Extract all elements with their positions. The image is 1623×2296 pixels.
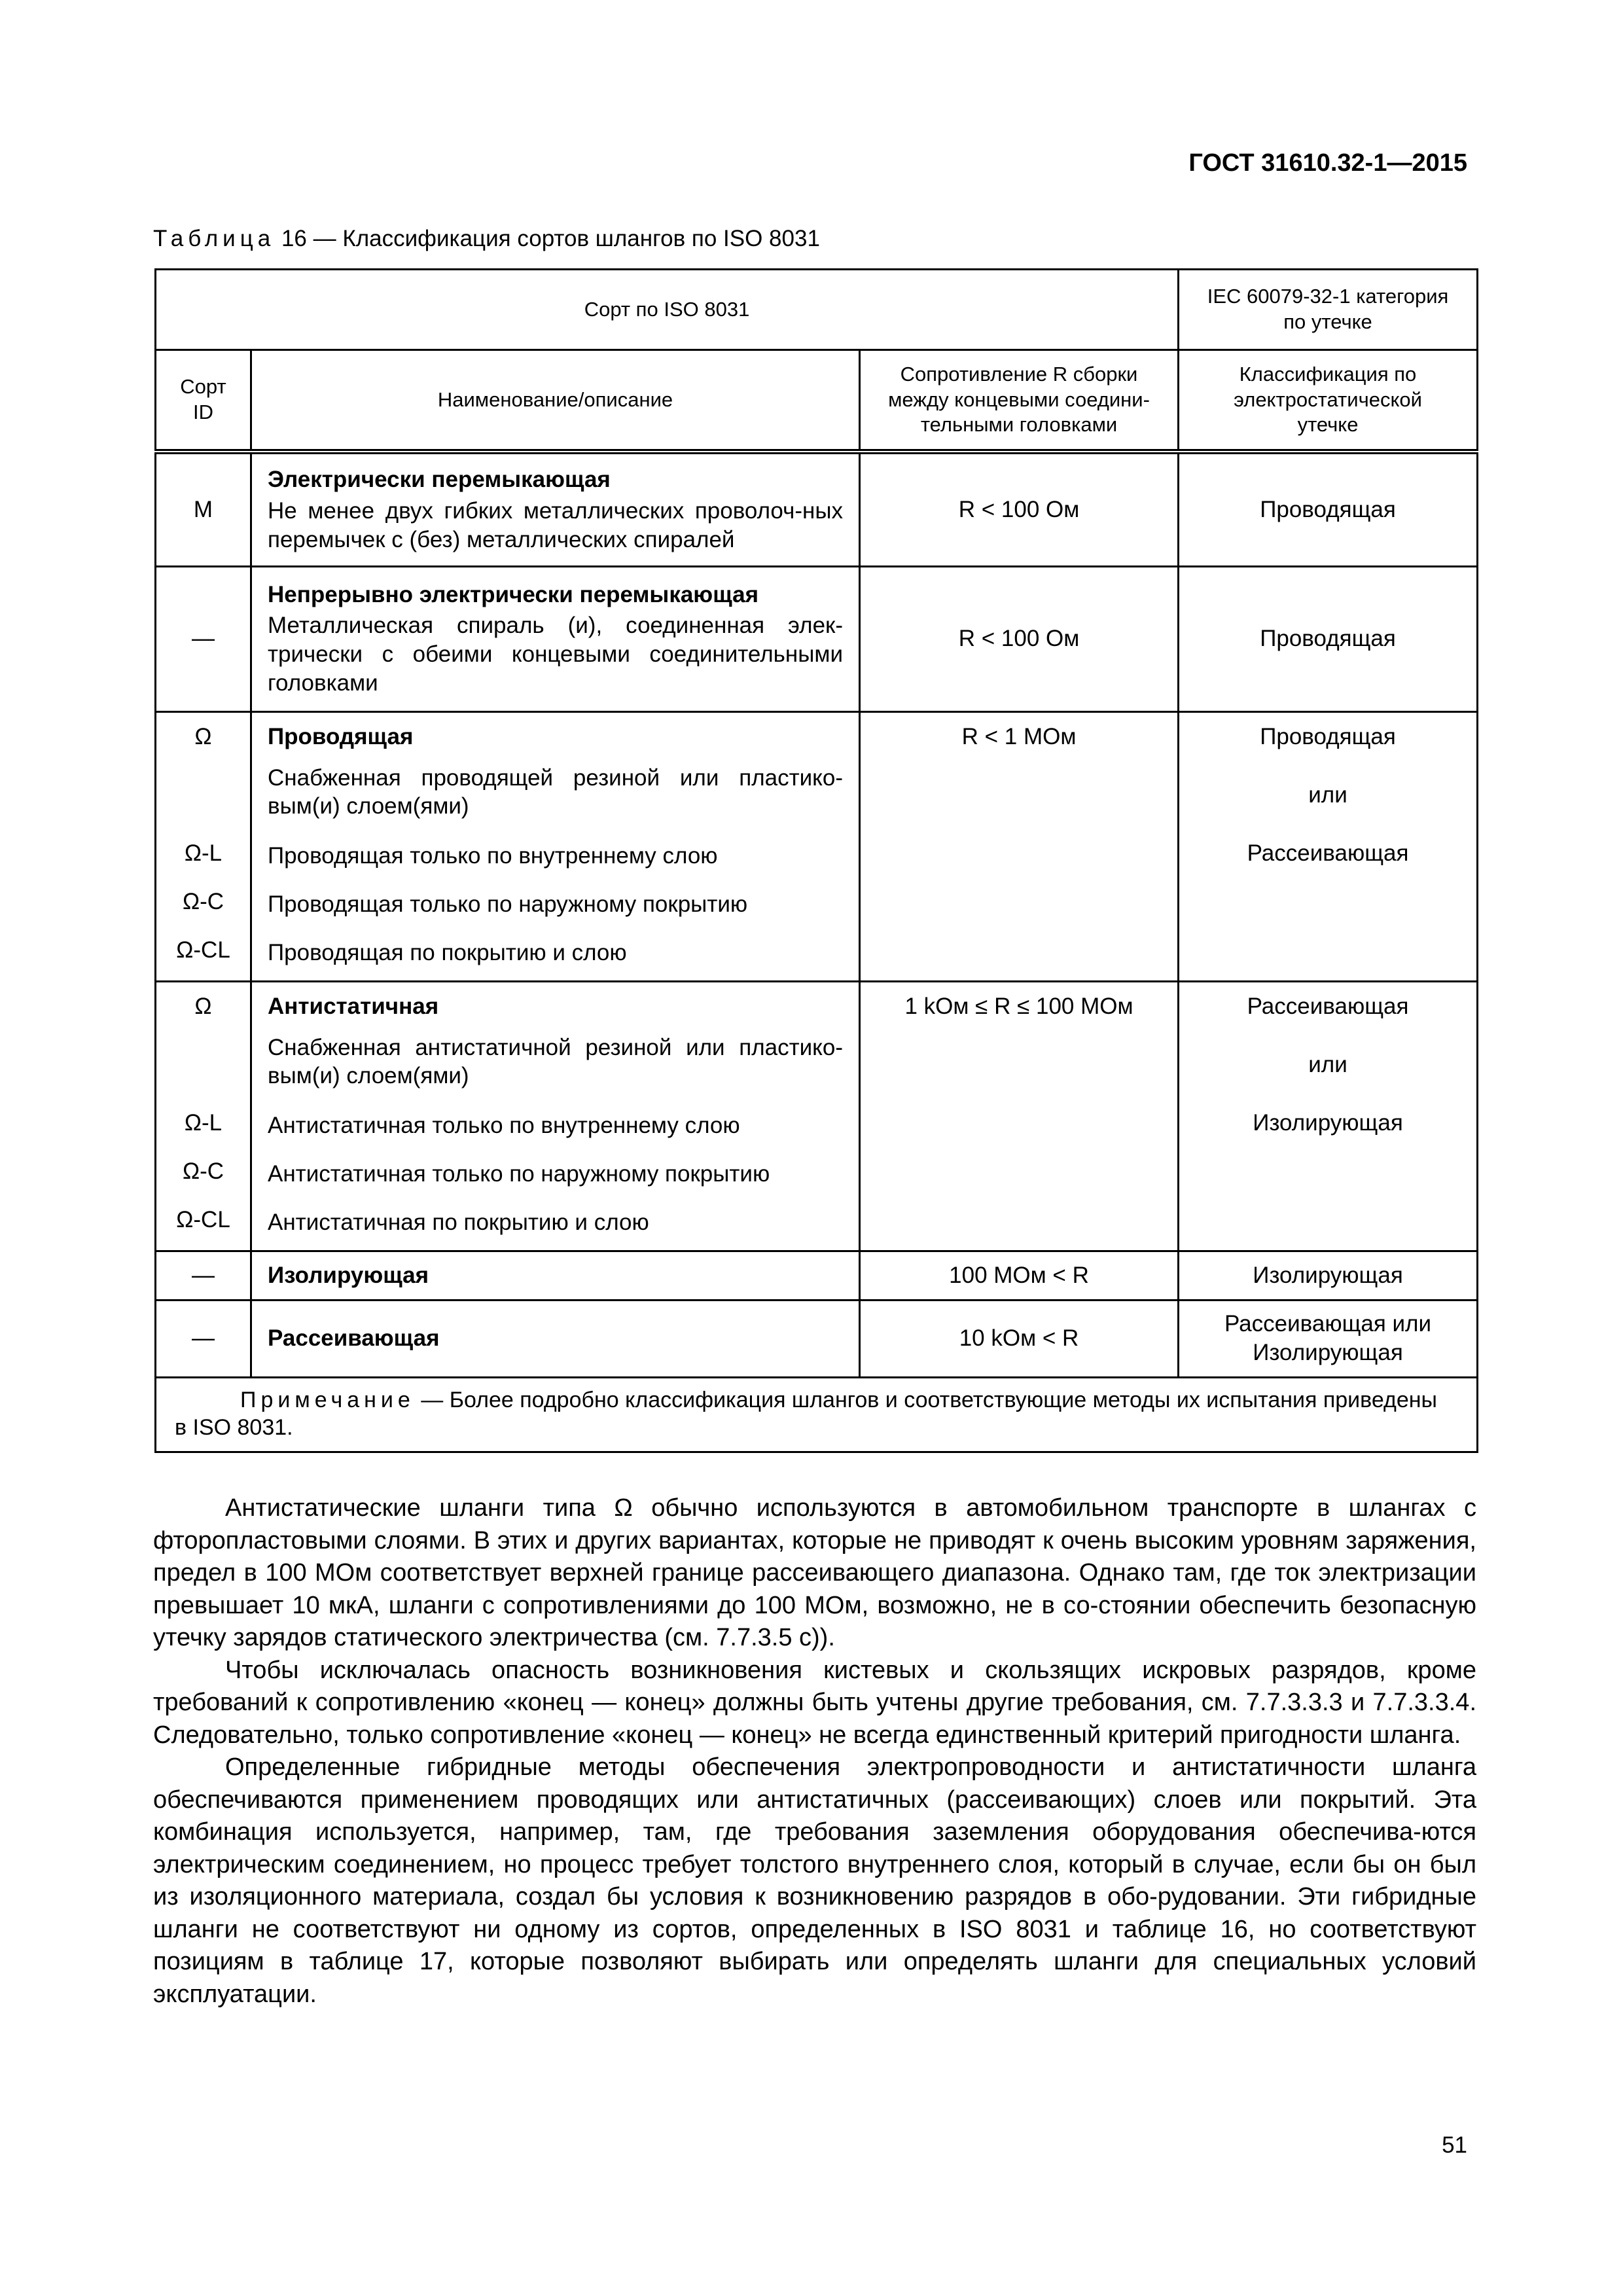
sort-id: Ω xyxy=(194,993,212,1019)
classification-value: Проводящая xyxy=(1179,452,1478,566)
resistance-value: R < 100 Ом xyxy=(860,452,1179,566)
sort-name: Проводящая xyxy=(268,723,414,749)
sort-id: Ω-C xyxy=(182,888,224,914)
sort-name: Антистатичная xyxy=(268,993,439,1019)
classification-line: или xyxy=(1308,1051,1347,1077)
body-text xyxy=(153,1492,1476,2011)
sort-id: Ω xyxy=(194,723,212,749)
sort-desc: Не менее двух гибких металлических проволоч-ных перемычек с (без) металлических спиралей xyxy=(268,497,843,552)
table-row xyxy=(156,711,1478,981)
sort-desc: Металлическая спираль (и), соединенная элек-трически с обеими концевыми соединительными головками xyxy=(268,613,843,696)
sort-name: Изолирующая xyxy=(251,1251,860,1300)
sort-description xyxy=(251,711,860,981)
sub-sort-desc: Антистатичная по покрытию и слою xyxy=(268,1209,649,1235)
header-classification: Классификация по электростатической утечке xyxy=(1179,350,1478,452)
sort-id: Ω-L xyxy=(184,1109,223,1136)
header-iec-group: IEC 60079-32-1 категория по утечке xyxy=(1179,270,1478,350)
sort-name: Электрически перемыкающая xyxy=(268,467,611,493)
paragraph: Антистатические шланги типа Ω обычно используются в автомобильном транспорте в шлангах с фторопластовыми слоями. В этих и других вариантах, которые не приводят к очень высоким уровням заряжения, предел в 100 МОм соответствует верхней границе рассеивающего диапазона. Однако там, где ток электризации превышает 10 мкА, шланги с сопротивлениями до 100 МОм, возможно, не в со-стоянии обеспечить безопасную утечку зарядов статического электричества (см. 7.7.3.5 с)). xyxy=(153,1494,1476,1651)
table-caption xyxy=(153,226,820,252)
note-text: — Более подробно классификация шлангов и соответствующие методы их испытания приведены в ISO 8031. xyxy=(175,1387,1437,1440)
table-note xyxy=(156,1377,1478,1452)
classification-cell xyxy=(1179,711,1478,981)
sort-desc: Снабженная проводящей резиной или пластико-вым(и) слоем(ями) xyxy=(268,764,843,819)
resistance-value: 10 kОм < R xyxy=(860,1300,1179,1377)
classification-line: или xyxy=(1308,781,1347,808)
table-row xyxy=(156,566,1478,711)
resistance-value: 1 kОм ≤ R ≤ 100 МОм xyxy=(904,993,1133,1019)
sub-sort-desc: Проводящая только по внутреннему слою xyxy=(268,842,718,869)
sort-id: — xyxy=(156,1251,251,1300)
classification-cell xyxy=(1179,981,1478,1251)
resistance-value: R < 1 МОм xyxy=(961,723,1077,749)
table-caption-title: 16 — Классификация сортов шлангов по ISO 8031 xyxy=(275,226,820,251)
sort-name: Рассеивающая xyxy=(251,1300,860,1377)
resistance-value: R < 100 Ом xyxy=(860,566,1179,711)
sort-name: Непрерывно электрически перемыкающая xyxy=(268,581,759,607)
sort-id: M xyxy=(156,452,251,566)
page-number: 51 xyxy=(1442,2132,1467,2158)
sort-id: Ω-CL xyxy=(176,1206,230,1232)
resistance-cell xyxy=(860,981,1179,1251)
note-prefix: Примечание xyxy=(240,1387,415,1412)
table-caption-prefix: Таблица xyxy=(153,226,276,251)
table-row xyxy=(156,1300,1478,1377)
header-id: Сорт ID xyxy=(156,350,251,452)
hose-classification-table xyxy=(154,268,1478,1453)
classification-line: Рассеивающая xyxy=(1247,840,1409,866)
header-iso-group: Сорт по ISO 8031 xyxy=(156,270,1179,350)
header-name: Наименование/описание xyxy=(251,350,860,452)
header-resistance: Сопротивление R сборки между концевыми соедини-тельными головками xyxy=(860,350,1179,452)
sub-sort-desc: Проводящая по покрытию и слою xyxy=(268,939,627,965)
classification-value: Изолирующая xyxy=(1179,1251,1478,1300)
table-row xyxy=(156,452,1478,566)
sort-id: — xyxy=(156,566,251,711)
document-number: ГОСТ 31610.32-1—2015 xyxy=(1188,149,1467,177)
sort-description xyxy=(251,566,860,711)
classification-value: Рассеивающая или Изолирующая xyxy=(1179,1300,1478,1377)
sort-id: — xyxy=(156,1300,251,1377)
table-row xyxy=(156,1251,1478,1300)
resistance-cell xyxy=(860,711,1179,981)
sort-id: Ω-L xyxy=(184,840,223,866)
sub-sort-desc: Антистатичная только по внутреннему слою xyxy=(268,1112,740,1138)
classification-value: Проводящая xyxy=(1179,566,1478,711)
table-row xyxy=(156,981,1478,1251)
paragraph: Чтобы исключалась опасность возникновения кистевых и скользящих искровых разрядов, кроме требований к сопротивлению «конец — конец» должны быть учтены другие требования, см. 7.7.3.3.3 и 7.7.3.3.4. Следовательно, только сопротивление «конец — конец» не всегда единственный критерий пригодности шланга. xyxy=(153,1656,1476,1749)
sort-description xyxy=(251,981,860,1251)
sub-sort-desc: Проводящая только по наружному покрытию xyxy=(268,891,748,917)
sort-description xyxy=(251,452,860,566)
resistance-value: 100 МОм < R xyxy=(860,1251,1179,1300)
table-note-row xyxy=(156,1377,1478,1452)
paragraph: Определенные гибридные методы обеспечения электропроводности и антистатичности шланга обеспечиваются применением проводящих или антистатичных (рассеивающих) слоев или покрытий. Эта комбинация используется, например, там, где требования заземления оборудования обеспечива-ются электрическим соединением, но процесс требует толстого внутреннего слоя, который в случае, если бы он был из изоляционного материала, создал бы условия к возникновению разрядов в обо-рудовании. Эти гибридные шланги не соответствуют ни одному из сортов, определенных в ISO 8031 и таблице 16, но соответствуют позициям в таблице 17, которые позволяют выбирать или определять шланги для специальных условий эксплуатации. xyxy=(153,1753,1476,2008)
classification-line: Проводящая xyxy=(1260,723,1396,749)
classification-line: Изолирующая xyxy=(1253,1109,1403,1136)
classification-line: Рассеивающая xyxy=(1247,993,1409,1019)
sort-desc: Снабженная антистатичной резиной или пластико-вым(и) слоем(ями) xyxy=(268,1034,843,1089)
sort-id-group xyxy=(156,711,251,981)
sort-id: Ω-C xyxy=(182,1158,224,1184)
sort-id: Ω-CL xyxy=(176,937,230,963)
sort-id-group xyxy=(156,981,251,1251)
sub-sort-desc: Антистатичная только по наружному покрытию xyxy=(268,1160,770,1187)
